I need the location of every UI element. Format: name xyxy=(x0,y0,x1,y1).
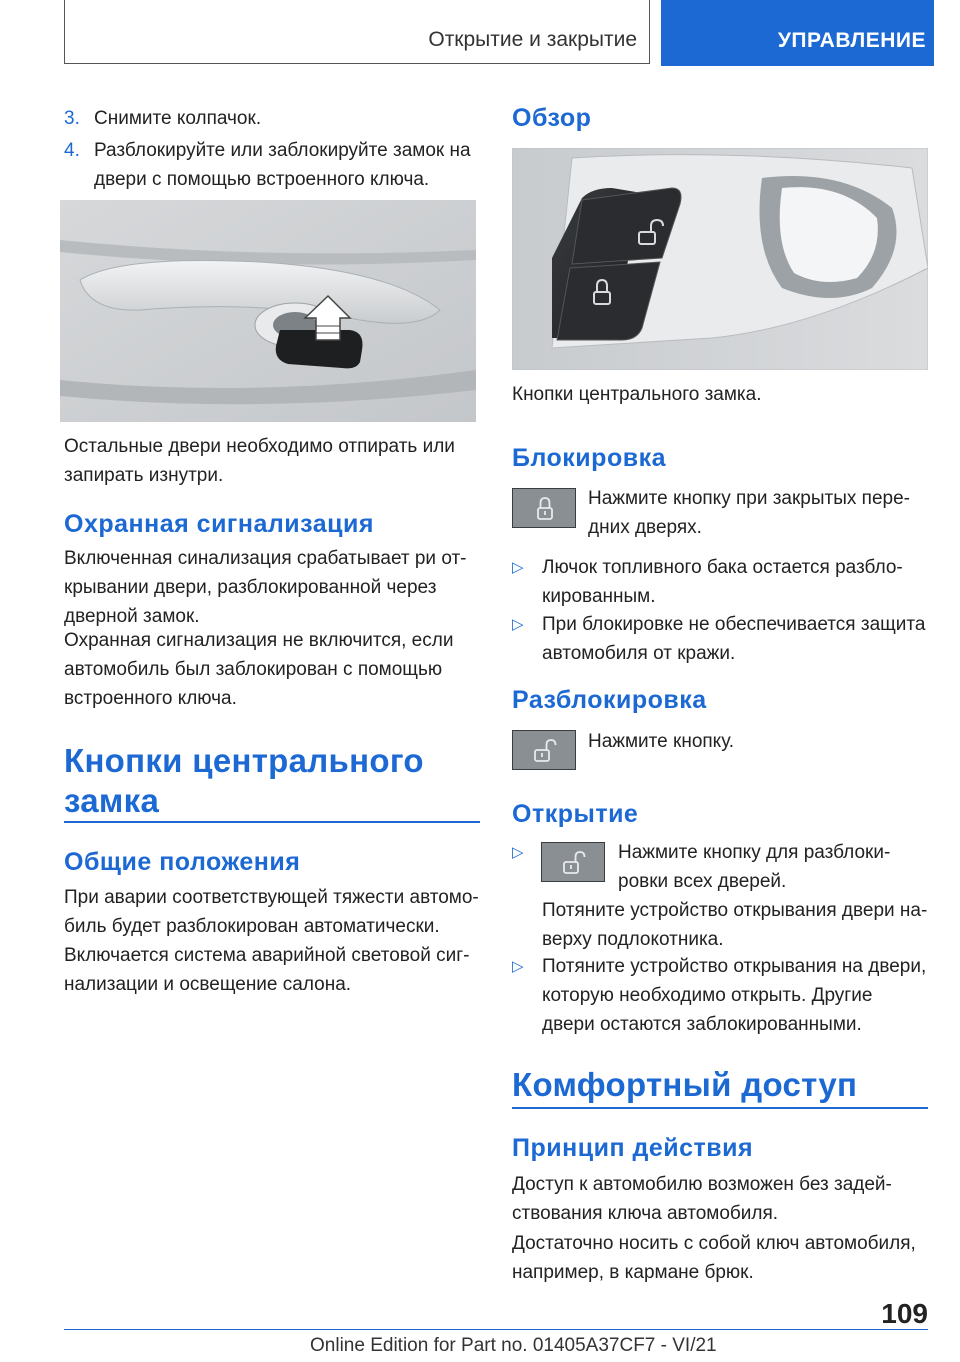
alarm-paragraph-2: Охранная сигнализация не включится, если автомобиль был заблокирован с помощью встроенного ключа. xyxy=(64,630,454,709)
overview-caption: Кнопки центрального замка. xyxy=(512,384,762,405)
principle-paragraph-1: Доступ к автомобилю возможен без задей-ствования ключа автомобиля. xyxy=(512,1174,892,1224)
header-section-box xyxy=(64,0,650,64)
step-number: 3. xyxy=(64,108,80,129)
open-step-1-text: Нажмите кнопку для разблоки-ровки всех дверей. xyxy=(618,842,891,892)
page-number: 109 xyxy=(881,1298,928,1329)
triangle-bullet-icon: ▷ xyxy=(512,559,524,576)
alarm-heading: Охранная сигнализация xyxy=(64,510,374,538)
central-lock-heading-line1: Кнопки центрального xyxy=(64,742,424,779)
lock-button-icon xyxy=(512,488,576,528)
triangle-bullet-icon: ▷ xyxy=(512,844,524,861)
heading-rule xyxy=(512,1107,928,1109)
triangle-bullet-icon: ▷ xyxy=(512,616,524,633)
triangle-bullet-icon: ▷ xyxy=(512,958,524,975)
step-text: Разблокируйте или заблокируйте замок на двери с помощью встроенного ключа. xyxy=(94,140,471,190)
unlock-button-icon xyxy=(541,842,605,882)
alarm-paragraph-1: Включенная синализация срабатывает ри от-крывании двери, разблокированной через дверной замок. xyxy=(64,548,467,627)
after-image-text: Остальные двери необходимо отпирать или запирать изнутри. xyxy=(64,436,455,486)
general-paragraph: При аварии соответствующей тяжести автомо-биль будет разблокирован автоматически. Включается система аварийной световой сиг-нализации и освещение салона. xyxy=(64,887,479,995)
lock-instruction: Нажмите кнопку при закрытых пере-дних дверях. xyxy=(588,488,910,538)
header-chapter-tab xyxy=(661,0,934,66)
bullet-text: Потяните устройство открывания на двери, которую необходимо открыть. Другие двери остаются заблокированными. xyxy=(542,956,927,1035)
step-number: 4. xyxy=(64,140,80,161)
central-lock-heading-line2: замка xyxy=(64,782,160,819)
open-heading: Открытие xyxy=(512,800,639,828)
open-step-1-continuation: Потяните устройство открывания двери на-верху подлокотника. xyxy=(542,900,928,950)
general-heading: Общие положения xyxy=(64,848,301,876)
unlock-instruction: Нажмите кнопку. xyxy=(588,731,735,752)
central-lock-buttons-image xyxy=(512,148,928,370)
overview-heading: Обзор xyxy=(512,104,592,132)
heading-rule xyxy=(64,821,480,823)
unlock-button-icon xyxy=(512,730,576,770)
comfort-access-heading: Комфортный доступ xyxy=(512,1066,858,1103)
unlock-heading: Разблокировка xyxy=(512,686,707,714)
step-text: Снимите колпачок. xyxy=(94,108,262,129)
header-chapter-title: УПРАВЛЕНИЕ xyxy=(777,29,926,52)
bullet-text: При блокировке не обеспечивается защита автомобиля от кражи. xyxy=(542,614,926,664)
lock-heading: Блокировка xyxy=(512,444,666,472)
bullet-text: Лючок топливного бака остается разбло-кированным. xyxy=(542,557,903,607)
page-header xyxy=(64,0,934,66)
header-section-title: Открытие и закрытие xyxy=(428,28,637,51)
principle-heading: Принцип действия xyxy=(512,1134,754,1162)
footer-edition: Online Edition for Part no. 01405A37CF7 - VI/21 xyxy=(310,1335,717,1356)
door-handle-key-image xyxy=(60,200,476,422)
principle-paragraph-2: Достаточно носить с собой ключ автомобиля, например, в кармане брюк. xyxy=(512,1233,916,1283)
footer-rule xyxy=(64,1329,928,1330)
